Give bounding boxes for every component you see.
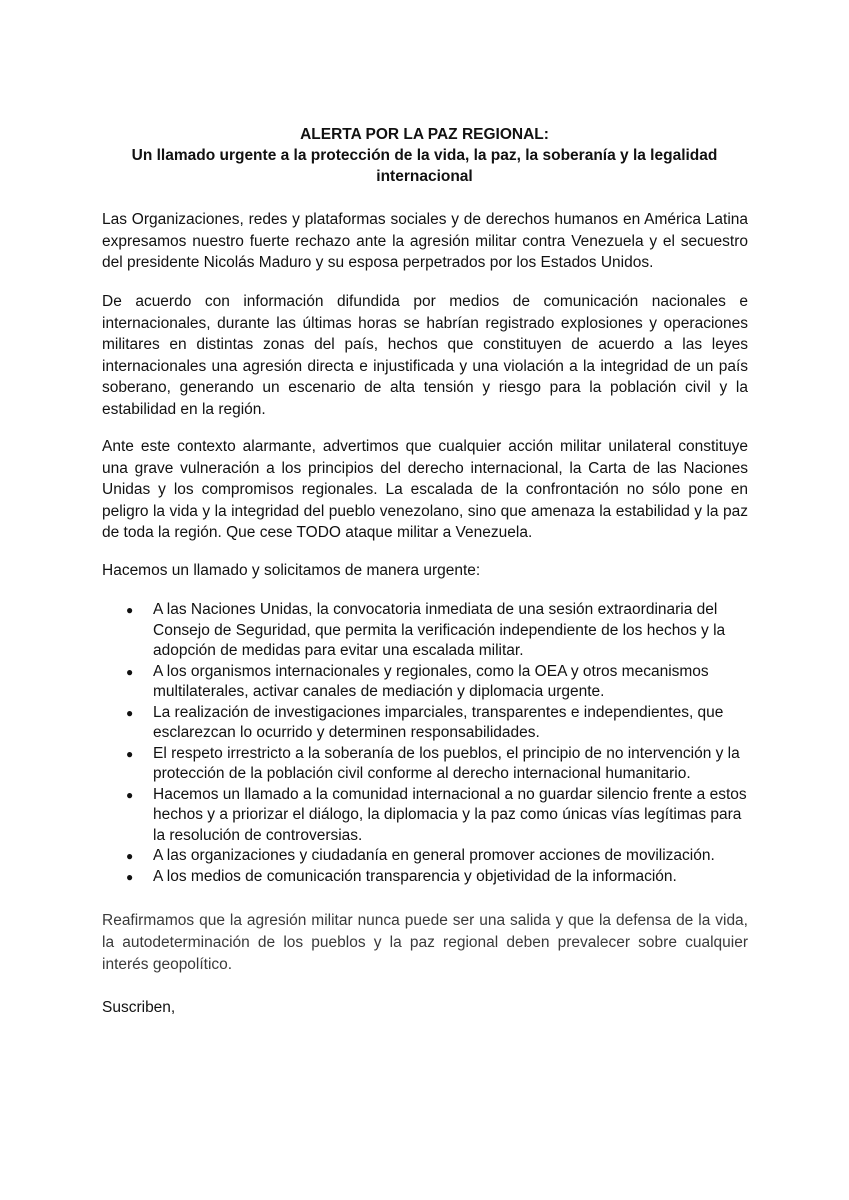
list-item-text: La realización de investigaciones imparciales, transparentes e independientes, que esclarezcan lo ocurrido y determinen responsabilidades. xyxy=(153,703,724,741)
signoff: Suscriben, xyxy=(102,999,176,1016)
list-item xyxy=(102,600,748,662)
demands-list xyxy=(102,600,748,887)
bullet-icon: ● xyxy=(126,603,134,617)
list-item-text: A los medios de comunicación transparencia y objetividad de la información. xyxy=(153,867,677,885)
paragraph-context: De acuerdo con información difundida por medios de comunicación nacionales e internacionales, durante las últimas horas se habrían registrado explosiones y operaciones militares en distintas zonas del país, hechos que constituyen de acuerdo a las leyes internacionales una agresión directa e injustificada y una violación a la integridad de un país soberano, generando un escenario de alta tensión y riesgo para la población civil y la estabilidad en la región. xyxy=(102,293,748,418)
list-item xyxy=(102,867,748,888)
bullet-icon: ● xyxy=(126,849,134,863)
paragraph-rejection: Las Organizaciones, redes y plataformas sociales y de derechos humanos en América Latina expresamos nuestro fuerte rechazo ante la agresión militar contra Venezuela y el secuestro del presidente Nicolás Maduro y su esposa perpetrados por los Estados Unidos. xyxy=(102,211,748,271)
paragraph-warning: Ante este contexto alarmante, advertimos que cualquier acción militar unilateral constituye una grave vulneración a los principios del derecho internacional, la Carta de las Naciones Unidas y los compromisos regionales. La escalada de la confrontación no sólo pone en peligro la vida y la integridad del pueblo venezolano, sino que amenaza la estabilidad y la paz de toda la región. Que cese TODO ataque militar a Venezuela. xyxy=(102,438,748,541)
document-heading xyxy=(100,124,749,187)
list-item-text: Hacemos un llamado a la comunidad internacional a no guardar silencio frente a estos hechos y a priorizar el diálogo, la diplomacia y la paz como únicas vías legítimas para la resolución de controversias. xyxy=(153,785,747,844)
list-item-text: A las organizaciones y ciudadanía en general promover acciones de movilización. xyxy=(153,847,715,864)
bullet-icon: ● xyxy=(126,746,134,761)
list-item-text: A las Naciones Unidas, la convocatoria inmediata de una sesión extraordinaria del Consejo de Seguridad, que permita la verificación independiente de los hechos y la adopción de medidas para evitar una escalada militar. xyxy=(153,601,726,659)
document-subtitle-line-2: internacional xyxy=(376,168,473,185)
list-item xyxy=(102,744,748,785)
list-item xyxy=(102,662,748,703)
paragraph-closing: Reafirmamos que la agresión militar nunca puede ser una salida y que la defensa de la vida, la autodeterminación de los pueblos y la paz regional deben prevalecer sobre cualquier interés geopolítico. xyxy=(102,912,748,973)
document-title: ALERTA POR LA PAZ REGIONAL: xyxy=(300,126,549,143)
bullet-icon: ● xyxy=(126,787,134,802)
list-item xyxy=(102,846,748,867)
bullet-icon: ● xyxy=(126,869,134,884)
list-item-text: A los organismos internacionales y regionales, como la OEA y otros mecanismos multilaterales, activar canales de mediación y diplomacia urgente. xyxy=(153,662,709,700)
list-item xyxy=(102,785,748,847)
bullet-icon: ● xyxy=(126,664,134,679)
list-item-text: El respeto irrestricto a la soberanía de los pueblos, el principio de no intervención y la protección de la población civil conforme al derecho internacional humanitario. xyxy=(153,744,740,782)
document-subtitle-line-1: Un llamado urgente a la protección de la vida, la paz, la soberanía y la legalidad xyxy=(131,147,718,164)
paragraph-call-intro: Hacemos un llamado y solicitamos de manera urgente: xyxy=(102,562,481,579)
bullet-icon: ● xyxy=(126,705,134,720)
list-item xyxy=(102,703,748,744)
